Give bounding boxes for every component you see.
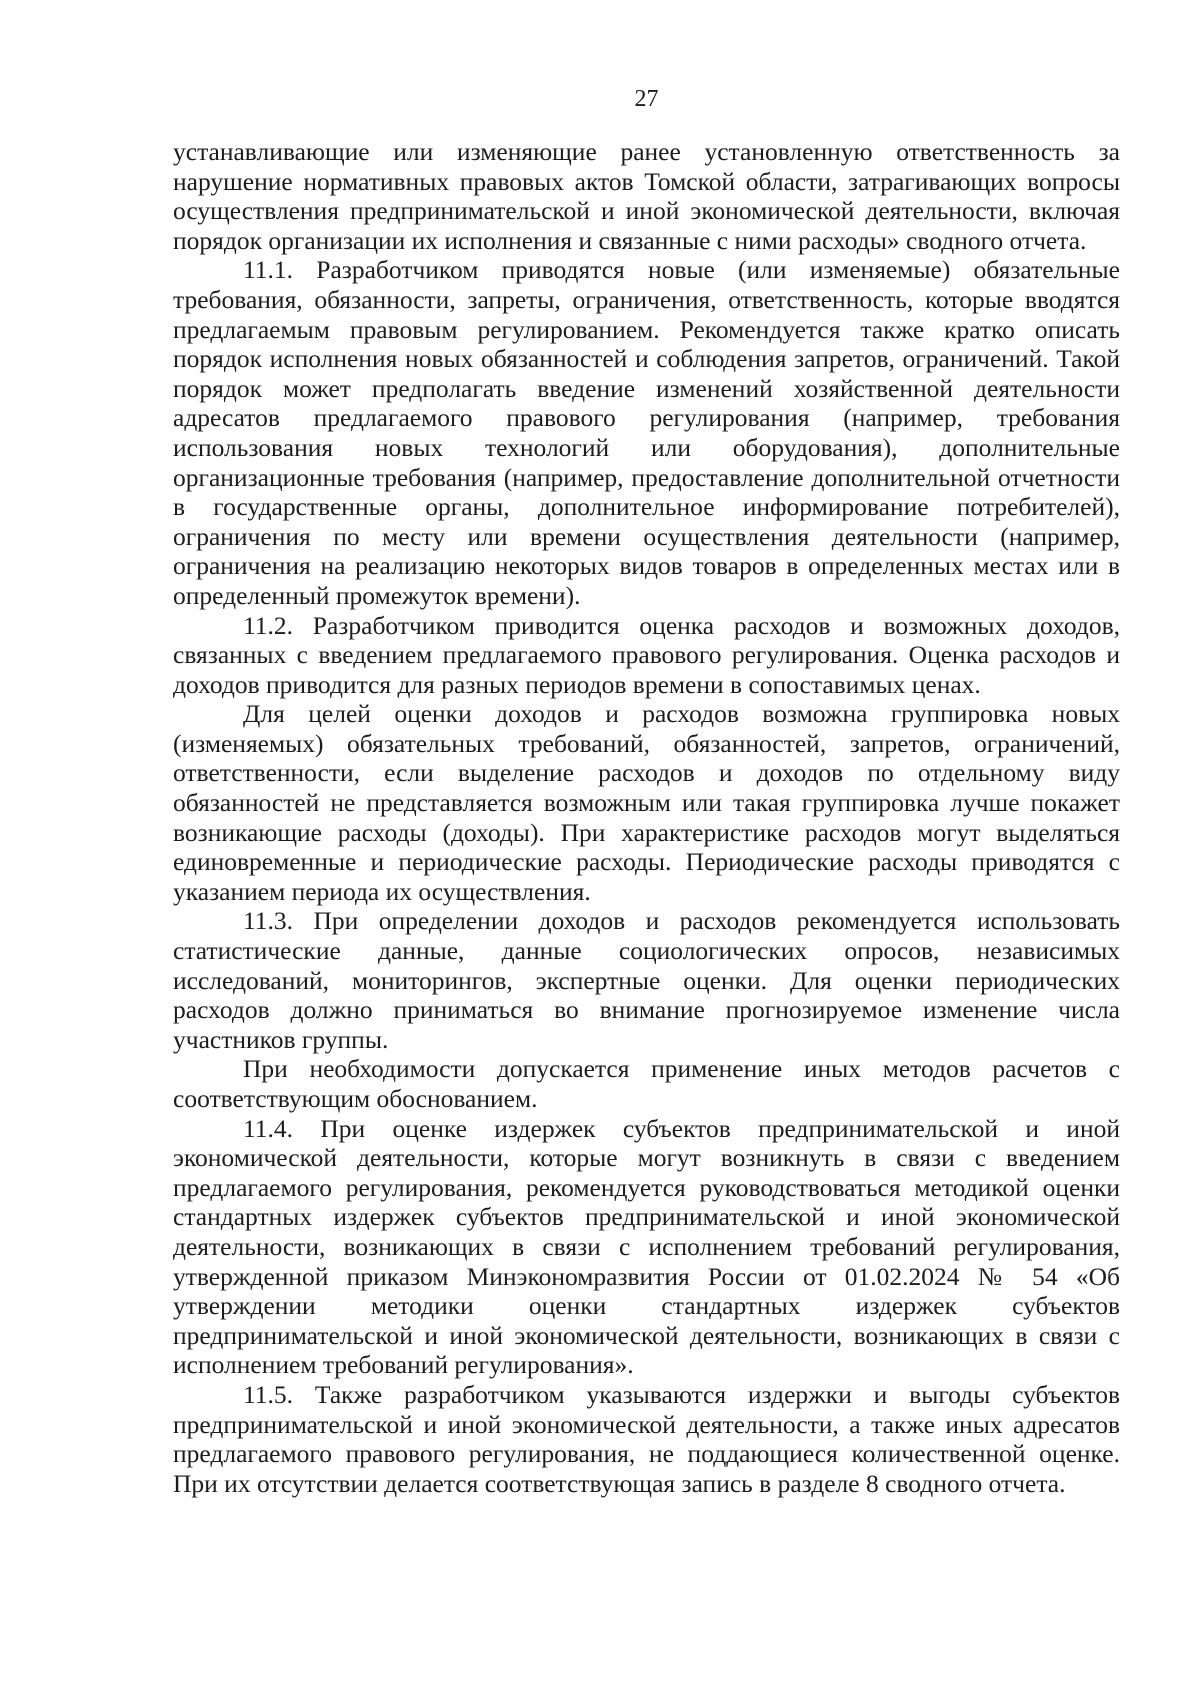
paragraph-text: Разработчиком приводится оценка расходов и возможных доходов, связанных с введением предлагаемого правового регулирования. Оценка расходов и доходов приводится для разных периодов времени в сопоставимых ценах. bbox=[173, 610, 1121, 699]
item-number: 11.4. bbox=[243, 1113, 294, 1143]
item-number: 11.2. bbox=[243, 610, 294, 640]
paragraph-11-2 bbox=[173, 611, 1120, 700]
paragraph-continuation bbox=[173, 137, 1120, 255]
paragraph-11-3 bbox=[173, 906, 1120, 1054]
paragraph-text: Разработчиком приводятся новые (или изменяемые) обязательные требования, обязанности, запреты, ограничения, ответственность, которые вводятся предлагаемым правовым регулированием. Рекомендуется также кратко описать порядок исполнения новых обязанностей и соблюдения запретов, ограничений. Такой порядок может предполагать введение изменений хозяйственной деятельности адресатов предлагаемого правового регулирования (например, требования использования новых технологий или оборудования), дополнительные организационные требования (например, предоставление дополнительной отчетности в государственные органы, дополнительное информирование потребителей), ограничения по месту или времени осуществления деятельности (например, ограничения на реализацию некоторых видов товаров в определенных местах или в определенный промежуток времени). bbox=[173, 255, 1120, 610]
page-number: 27 bbox=[634, 86, 659, 112]
paragraph-text: Для целей оценки доходов и расходов возможна группировка новых (изменяемых) обязательных требований, обязанностей, запретов, ограничений, ответственности, если выделение расходов и доходов по отдельному виду обязанностей не представляется возможным или такая группировка лучше покажет возникающие расходы (доходы). При характеристике расходов могут выделяться единовременные и периодические расходы. Периодические расходы приводятся с указанием периода их осуществления. bbox=[173, 699, 1120, 906]
paragraph-other-methods bbox=[173, 1054, 1120, 1113]
item-number: 11.5. bbox=[243, 1379, 294, 1409]
item-number: 11.1. bbox=[243, 255, 294, 285]
paragraph-text: устанавливающие или изменяющие ранее установленную ответственность за нарушение нормативных правовых актов Томской области, затрагивающих вопросы осуществления предпринимательской и иной экономической деятельности, включая порядок организации их исполнения и связанные с ними расходы» сводного отчета. bbox=[173, 137, 1120, 255]
paragraph-11-5 bbox=[173, 1380, 1120, 1498]
paragraph-grouping bbox=[173, 699, 1120, 906]
paragraph-11-4 bbox=[173, 1114, 1120, 1380]
item-number: 11.3. bbox=[243, 906, 294, 936]
paragraph-text: При необходимости допускается применение иных методов расчетов с соответствующим обоснованием. bbox=[173, 1054, 1120, 1113]
paragraph-11-1 bbox=[173, 255, 1120, 610]
paragraph-text: Также разработчиком указываются издержки и выгоды субъектов предпринимательской и иной экономической деятельности, а также иных адресатов предлагаемого правового регулирования, не поддающиеся количественной оценке. При их отсутствии делается соответствующая запись в разделе 8 сводного отчета. bbox=[173, 1379, 1120, 1498]
paragraph-text: При оценке издержек субъектов предпринимательской и иной экономической деятельности, которые могут возникнуть в связи с введением предлагаемого регулирования, рекомендуется руководствоваться методикой оценки стандартных издержек субъектов предпринимательской и иной экономической деятельности, возникающих в связи с исполнением требований регулирования, утвержденной приказом Минэкономразвития России от 01.02.2024 № 54 «Об утверждении методики оценки стандартных издержек субъектов предпринимательской и иной экономической деятельности, возникающих в связи с исполнением требований регулирования». bbox=[173, 1113, 1121, 1380]
paragraph-text: При определении доходов и расходов рекомендуется использовать статистические данные, данные социологических опросов, независимых исследований, мониторингов, экспертные оценки. Для оценки периодических расходов должно приниматься во внимание прогнозируемое изменение числа участников группы. bbox=[173, 906, 1121, 1054]
document-body bbox=[173, 137, 1120, 1498]
